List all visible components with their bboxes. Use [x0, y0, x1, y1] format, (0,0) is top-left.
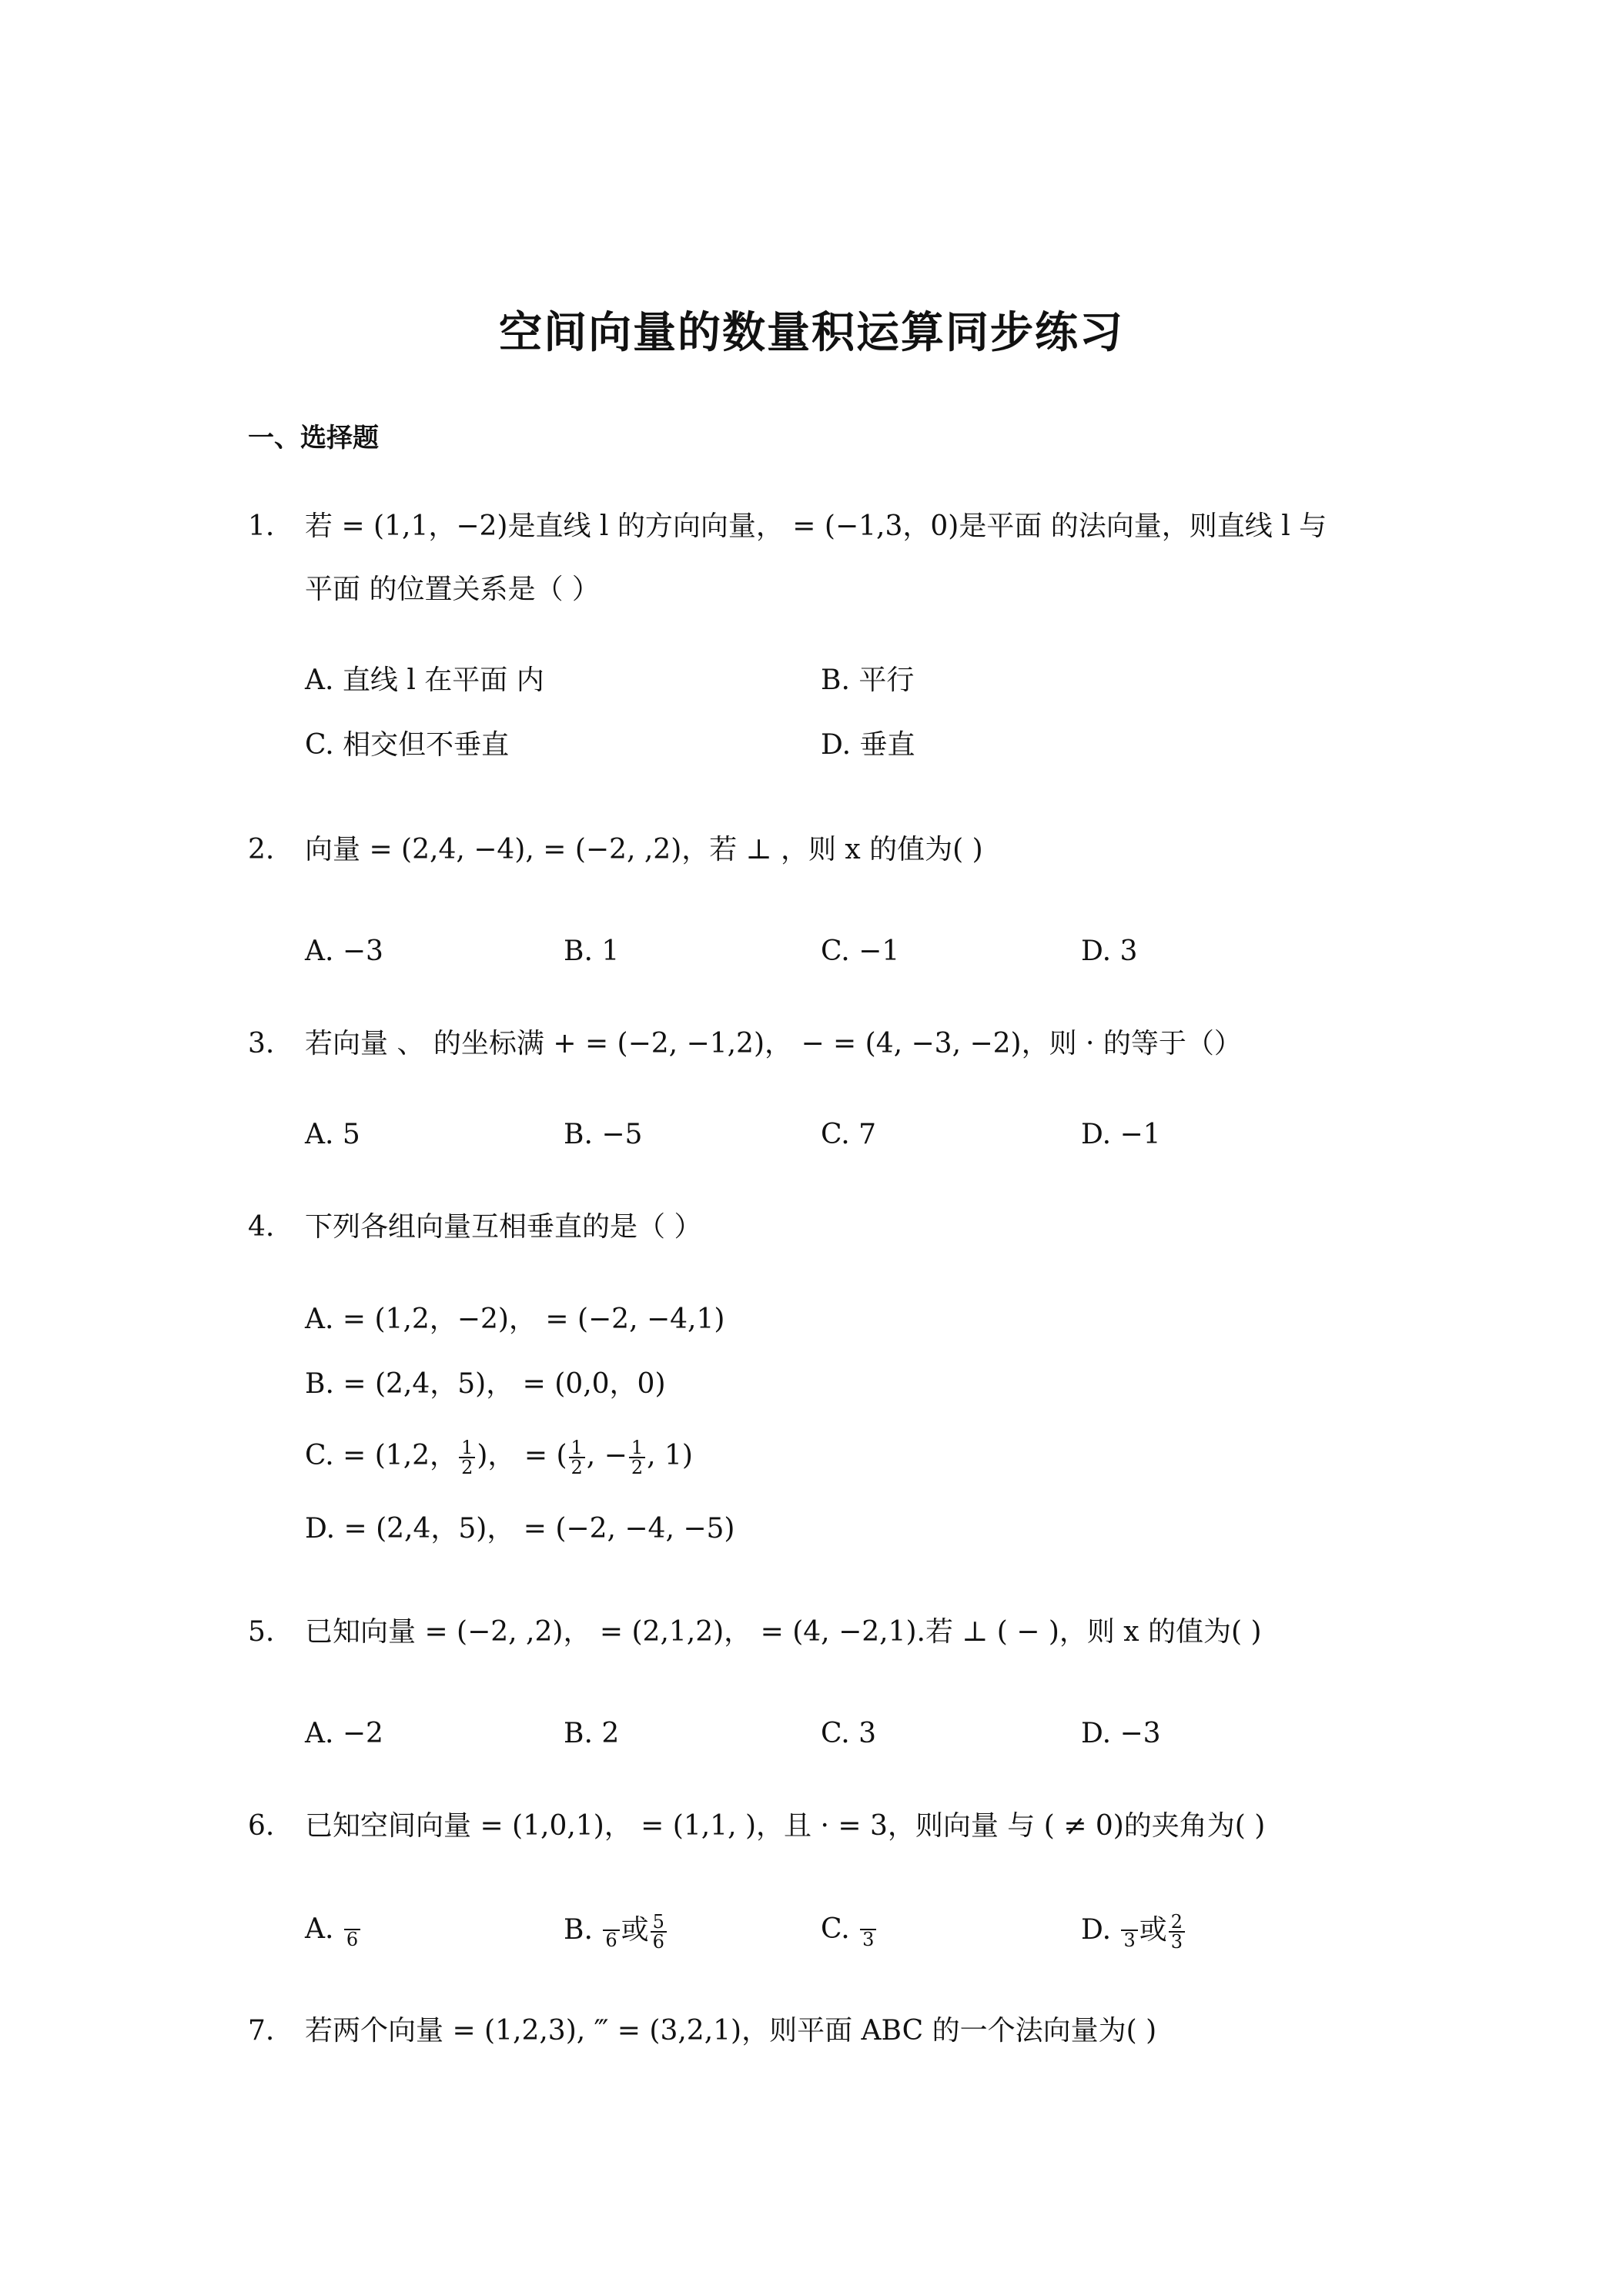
option-a: A. 5: [305, 1119, 360, 1150]
option-c: C. = (1,2， $\frac{1}{2}$ )， = ( $\frac{1}{2}$ , − $\frac{1}{2}$ , 1): [305, 1437, 693, 1478]
question-number: 4.: [248, 1211, 275, 1243]
option-d: D. 3 或 $\frac{2}{3}$: [1081, 1913, 1186, 1951]
option-b: B. −5: [564, 1119, 643, 1150]
question-number: 5.: [248, 1616, 275, 1648]
question-number: 7.: [248, 2015, 275, 2047]
question-number: 2.: [248, 834, 275, 865]
question-number: 6.: [248, 1810, 275, 1842]
fraction: $\frac{1}{2}$: [569, 1438, 585, 1477]
fraction: 3: [860, 1913, 876, 1949]
option-b: B. 6 或 $\frac{5}{6}$: [564, 1913, 668, 1951]
fraction: 3: [1121, 1914, 1137, 1950]
option-b: B. = (2,4，5)， = (0,0，0): [305, 1368, 666, 1400]
question-text: 向量 = (2,4, −4), = (−2, ,2)，若 ⊥ ，则 x 的值为( ): [305, 834, 983, 865]
option-b: B. 平行: [821, 664, 915, 696]
question-text: 平面 的位置关系是（ ）: [305, 574, 600, 605]
option-d: D. −3: [1081, 1718, 1161, 1749]
fraction: $\frac{1}{2}$: [459, 1438, 475, 1477]
option-b: B. 1: [564, 935, 620, 967]
question-number: 1.: [248, 510, 275, 542]
question-text: 已知向量 = (−2, ,2)， = (2,1,2)， = (4, −2,1).若 ⊥ ( − )，则 x 的值为( ): [305, 1616, 1262, 1648]
option-a: A. −3: [305, 935, 383, 967]
fraction: $\frac{1}{2}$: [629, 1438, 645, 1477]
option-d: D. −1: [1081, 1119, 1161, 1150]
fraction: $\frac{5}{6}$: [651, 1913, 667, 1951]
question-text: 若两个向量 = (1,2,3), ‴ = (3,2,1)，则平面 ABC 的一个法向量为( ): [305, 2015, 1157, 2047]
fraction: 6: [603, 1914, 619, 1950]
option-c: C. 7: [821, 1119, 877, 1150]
option-b: B. 2: [564, 1718, 620, 1749]
option-a: A. 直线 l 在平面 内: [305, 664, 544, 696]
question-text: 若 = (1,1，−2)是直线 l 的方向向量， = (−1,3，0)是平面 的法向量，则直线 l 与: [305, 510, 1327, 542]
question-text: 下列各组向量互相垂直的是（ ）: [305, 1211, 702, 1243]
option-c: C. 3: [821, 1718, 877, 1749]
option-a: A. = (1,2，−2)， = (−2, −4,1): [305, 1304, 725, 1335]
option-d: D. 垂直: [821, 729, 915, 761]
option-a: A. 6: [305, 1913, 362, 1949]
option-c: C. 相交但不垂直: [305, 729, 510, 761]
option-c: C. 3: [821, 1913, 878, 1949]
option-a: A. −2: [305, 1718, 383, 1749]
option-c: C. −1: [821, 935, 900, 967]
question-text: 若向量 、 的坐标满 + = (−2, −1,2)， − = (4, −3, −2)，则 · 的等于（）: [305, 1028, 1242, 1059]
section-heading: 一、选择题: [248, 423, 379, 454]
option-d: D. 3: [1081, 935, 1138, 967]
fraction: $\frac{2}{3}$: [1169, 1913, 1185, 1951]
fraction: 6: [344, 1913, 360, 1949]
option-d: D. = (2,4，5)， = (−2, −4, −5): [305, 1513, 735, 1545]
question-text: 已知空间向量 = (1,0,1)， = (1,1, )，且 · = 3，则向量 与 ( ≠ 0)的夹角为( ): [305, 1810, 1266, 1842]
page-title: 空间向量的数量积运算同步练习: [499, 308, 1124, 358]
question-number: 3.: [248, 1028, 275, 1059]
